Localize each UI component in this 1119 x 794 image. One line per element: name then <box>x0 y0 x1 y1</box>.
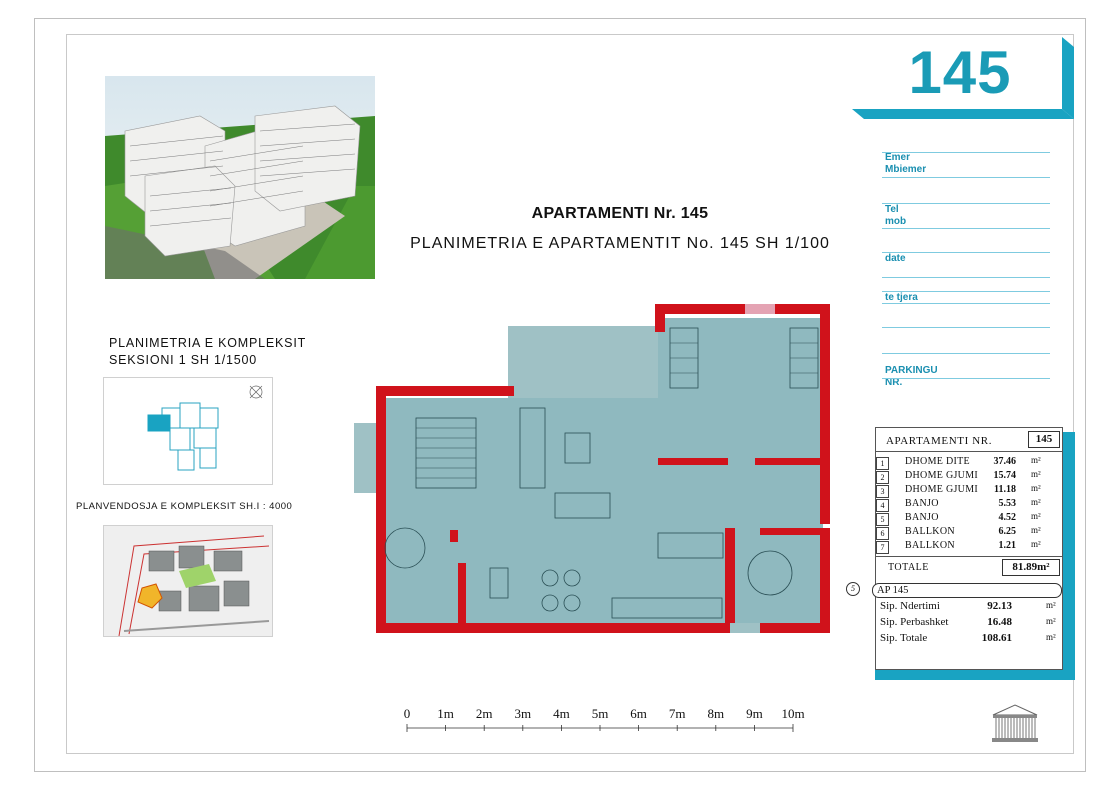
table-row <box>876 483 1062 498</box>
scale-label: 4m <box>553 706 570 721</box>
scale-label: 5m <box>591 706 609 721</box>
sip-value: 92.13 <box>987 600 1012 612</box>
table-row <box>876 525 1062 540</box>
area-unit: m² <box>1031 469 1041 479</box>
form-line <box>882 228 1050 229</box>
sip-row <box>880 600 1060 615</box>
scale-label: 10m <box>781 706 805 721</box>
field-label-date: date <box>885 253 906 264</box>
room-area: 11.18 <box>994 484 1016 495</box>
sip-row <box>880 632 1060 647</box>
area-unit: m² <box>1031 539 1041 549</box>
sip-name: Sip. Perbashket <box>880 616 949 628</box>
room-name: DHOME GJUMI <box>905 470 979 481</box>
scale-label: 2m <box>475 706 493 721</box>
complex-caption-line1: PLANIMETRIA E KOMPLEKSIT <box>109 336 307 350</box>
building-logo-icon <box>990 703 1040 745</box>
complex-plan-caption <box>109 335 306 369</box>
field-label-name: Emer Mbiemer <box>885 152 927 175</box>
total-value: 81.89m² <box>1002 559 1060 576</box>
room-name: BALLKON <box>905 540 955 551</box>
area-table-header: APARTAMENTI NR. <box>886 435 993 447</box>
room-name: DHOME DITE <box>905 456 970 467</box>
room-name: BALLKON <box>905 526 955 537</box>
sip-value: 16.48 <box>987 616 1012 628</box>
room-area: 1.21 <box>998 540 1016 551</box>
sip-name: Sip. Ndertimi <box>880 600 940 612</box>
room-area: 15.74 <box>993 470 1016 481</box>
row-index: 3 <box>876 485 889 498</box>
scale-label: 0 <box>403 706 411 721</box>
room-area: 4.52 <box>998 512 1016 523</box>
table-row <box>876 455 1062 470</box>
total-label: TOTALE <box>888 562 929 573</box>
room-name: DHOME GJUMI <box>905 484 979 495</box>
area-unit: m² <box>1031 483 1041 493</box>
apartment-marker: 5 <box>846 582 860 596</box>
field-label-tel: Tel mob <box>885 204 907 227</box>
sip-unit: m² <box>1046 616 1056 626</box>
scale-label: 6m <box>630 706 647 721</box>
sip-unit: m² <box>1046 600 1056 610</box>
scale-label: 8m <box>707 706 725 721</box>
row-index: 1 <box>876 457 889 470</box>
table-row <box>876 469 1062 484</box>
sip-unit: m² <box>1046 632 1056 642</box>
apartment-label: AP 145 <box>872 583 1062 598</box>
row-index: 2 <box>876 471 889 484</box>
room-area: 6.25 <box>998 526 1016 537</box>
form-line <box>882 327 1050 328</box>
field-label-parking: PARKINGU NR. <box>885 365 938 388</box>
table-row <box>876 511 1062 526</box>
scale-label: 9m <box>746 706 763 721</box>
scale-bar <box>395 700 815 740</box>
row-index: 6 <box>876 527 889 540</box>
building-render-image <box>105 76 375 279</box>
sip-row <box>880 616 1060 631</box>
form-line <box>882 203 1050 204</box>
form-line <box>882 177 1050 178</box>
room-area: 5.53 <box>998 498 1016 509</box>
area-table-number: 145 <box>1028 431 1060 448</box>
scale-label: 3m <box>514 706 532 721</box>
form-line <box>882 252 1050 253</box>
area-unit: m² <box>1031 525 1041 535</box>
row-index: 7 <box>876 541 889 554</box>
plan-subtitle: PLANIMETRIA E APARTAMENTIT No. 145 SH 1/100 <box>410 235 830 252</box>
apartment-number: 145 <box>908 39 1012 106</box>
field-label-other: te tjera <box>885 292 918 303</box>
room-name: BANJO <box>905 498 939 509</box>
form-line <box>882 353 1050 354</box>
divider <box>876 556 1062 557</box>
area-unit: m² <box>1031 497 1041 507</box>
sip-value: 108.61 <box>981 632 1012 644</box>
complex-key-plan <box>103 377 273 485</box>
form-line <box>882 303 1050 304</box>
room-name: BANJO <box>905 512 939 523</box>
area-unit: m² <box>1031 455 1041 465</box>
complex-caption-line2: SEKSIONI 1 SH 1/1500 <box>109 353 258 367</box>
divider <box>876 451 1062 452</box>
row-index: 5 <box>876 513 889 526</box>
form-line <box>882 378 1050 379</box>
area-unit: m² <box>1031 511 1041 521</box>
form-line <box>882 277 1050 278</box>
scale-label: 7m <box>668 706 686 721</box>
sip-name: Sip. Totale <box>880 632 928 644</box>
apartment-floor-plan <box>350 298 835 643</box>
table-row <box>876 539 1062 554</box>
site-plan-image <box>103 525 273 637</box>
siteplan-caption: PLANVENDOSJA E KOMPLEKSIT SH.I : 4000 <box>76 501 293 512</box>
table-row <box>876 497 1062 512</box>
room-area: 37.46 <box>993 456 1016 467</box>
table-shadow <box>1063 432 1075 680</box>
row-index: 4 <box>876 499 889 512</box>
apartment-title: APARTAMENTI Nr. 145 <box>531 205 709 222</box>
scale-label: 1m <box>437 706 454 721</box>
